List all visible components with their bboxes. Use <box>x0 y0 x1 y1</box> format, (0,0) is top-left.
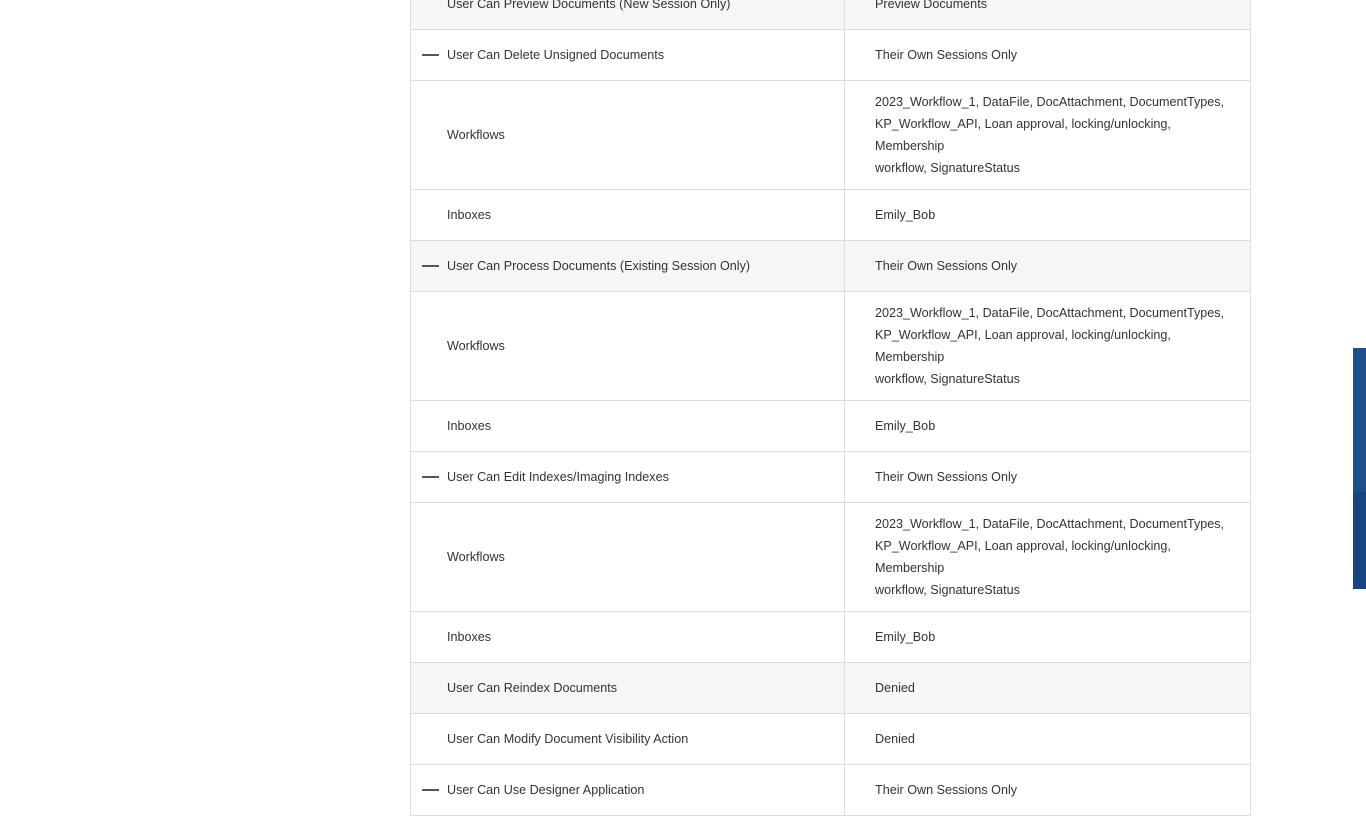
permission-name-label: User Can Delete Unsigned Documents <box>447 48 664 62</box>
table-row[interactable] <box>411 401 1251 452</box>
permission-name-label: User Can Reindex Documents <box>447 681 618 695</box>
permission-name <box>411 769 844 811</box>
permission-value-line: Emily_Bob <box>875 630 936 644</box>
permission-name-cell <box>411 241 845 292</box>
permission-name-cell <box>411 30 845 81</box>
permission-name <box>411 114 844 156</box>
permission-name <box>411 34 844 76</box>
permission-value-line: KP_Workflow_API, Loan approval, locking/unlocking, Membership <box>875 539 1171 575</box>
permission-value-line: Denied <box>875 681 915 695</box>
scroll-position-marker-lower[interactable] <box>1353 492 1366 589</box>
permission-value-line: workflow, SignatureStatus <box>875 583 1020 597</box>
permission-name-cell <box>411 81 845 190</box>
permission-value-line: Their Own Sessions Only <box>875 783 1018 797</box>
table-row[interactable] <box>411 503 1251 612</box>
permission-name-label: User Can Edit Indexes/Imaging Indexes <box>447 470 669 484</box>
permission-value-line: 2023_Workflow_1, DataFile, DocAttachment, DocumentTypes, <box>875 306 1225 320</box>
permission-value-line: Denied <box>875 732 915 746</box>
permission-value-cell <box>845 714 1251 765</box>
permission-name-cell <box>411 503 845 612</box>
table-row[interactable] <box>411 663 1251 714</box>
permission-name <box>411 667 844 709</box>
permission-name-label: Inboxes <box>447 208 492 222</box>
permission-name-cell <box>411 452 845 503</box>
permission-name-label: User Can Modify Document Visibility Action <box>447 732 689 746</box>
table-row[interactable] <box>411 452 1251 503</box>
permission-value-cell <box>845 30 1251 81</box>
permission-name-cell <box>411 190 845 241</box>
permission-value-cell <box>845 0 1251 30</box>
permission-name <box>411 456 844 498</box>
permission-name-label: Workflows <box>447 339 505 353</box>
left-margin <box>0 0 410 589</box>
permission-name <box>411 616 844 658</box>
permission-value-line: KP_Workflow_API, Loan approval, locking/unlocking, Membership <box>875 117 1171 153</box>
permission-value-cell <box>845 190 1251 241</box>
permission-value-cell <box>845 241 1251 292</box>
permission-name-label: Inboxes <box>447 630 492 644</box>
permission-value <box>845 714 1250 764</box>
user-permissions-table <box>410 0 1251 816</box>
permission-name-label: User Can Preview Documents (New Session Only) <box>447 0 731 11</box>
permission-value <box>845 765 1250 815</box>
permission-name <box>411 194 844 236</box>
permission-name-cell <box>411 0 845 30</box>
table-row[interactable] <box>411 714 1251 765</box>
table-row[interactable] <box>411 612 1251 663</box>
permission-name <box>411 325 844 367</box>
table-row[interactable] <box>411 30 1251 81</box>
permission-value-line: Their Own Sessions Only <box>875 48 1018 62</box>
permission-value-line: Emily_Bob <box>875 419 936 433</box>
permission-name <box>411 536 844 578</box>
permission-name-label: Workflows <box>447 550 505 564</box>
permission-value <box>845 401 1250 451</box>
table-row[interactable] <box>411 0 1251 30</box>
permission-name-cell <box>411 663 845 714</box>
permission-value-line: Their Own Sessions Only <box>875 259 1018 273</box>
permission-value-cell <box>845 81 1251 190</box>
permission-name <box>411 245 844 287</box>
permission-value-line: workflow, SignatureStatus <box>875 372 1020 386</box>
table-row[interactable] <box>411 241 1251 292</box>
permission-value-line: Emily_Bob <box>875 208 936 222</box>
permission-value-cell <box>845 503 1251 612</box>
collapse-minus-icon[interactable] <box>422 476 439 478</box>
permission-value <box>845 663 1250 713</box>
permission-name-cell <box>411 401 845 452</box>
permission-value-cell <box>845 765 1251 816</box>
permission-value-line: workflow, SignatureStatus <box>875 161 1020 175</box>
table-row[interactable] <box>411 81 1251 190</box>
permission-name-cell <box>411 292 845 401</box>
permissions-table-body <box>411 0 1251 816</box>
table-row[interactable] <box>411 765 1251 816</box>
table-row[interactable] <box>411 292 1251 401</box>
permission-value <box>845 190 1250 240</box>
permission-name-cell <box>411 765 845 816</box>
permission-name-label: Inboxes <box>447 419 492 433</box>
permission-value <box>845 612 1250 662</box>
permission-value-cell <box>845 612 1251 663</box>
permission-name-label: User Can Use Designer Application <box>447 783 645 797</box>
permission-value <box>845 241 1250 291</box>
permission-value <box>845 503 1250 611</box>
permission-name-label: User Can Process Documents (Existing Session Only) <box>447 259 751 273</box>
permission-value <box>845 292 1250 400</box>
permission-value-line: Their Own Sessions Only <box>875 470 1018 484</box>
scroll-position-marker[interactable] <box>1353 348 1366 493</box>
permission-name <box>411 718 844 760</box>
permission-value <box>845 452 1250 502</box>
permission-value-cell <box>845 401 1251 452</box>
right-margin <box>1250 0 1366 589</box>
permission-name-cell <box>411 612 845 663</box>
permission-name-label: Workflows <box>447 128 505 142</box>
permission-value-line: Preview Documents <box>875 0 987 11</box>
permission-name <box>411 405 844 447</box>
permission-value <box>845 30 1250 80</box>
permission-value-cell <box>845 452 1251 503</box>
permission-value <box>845 81 1250 189</box>
permission-value-cell <box>845 663 1251 714</box>
permission-value-line: KP_Workflow_API, Loan approval, locking/unlocking, Membership <box>875 328 1171 364</box>
collapse-minus-icon[interactable] <box>422 265 439 267</box>
permission-value <box>845 0 1250 29</box>
collapse-minus-icon[interactable] <box>422 789 439 791</box>
permission-value-line: 2023_Workflow_1, DataFile, DocAttachment, DocumentTypes, <box>875 517 1225 531</box>
permission-name <box>411 0 844 25</box>
permission-name-cell <box>411 714 845 765</box>
collapse-minus-icon[interactable] <box>422 54 439 56</box>
permission-value-line: 2023_Workflow_1, DataFile, DocAttachment, DocumentTypes, <box>875 95 1225 109</box>
permission-value-cell <box>845 292 1251 401</box>
table-row[interactable] <box>411 190 1251 241</box>
